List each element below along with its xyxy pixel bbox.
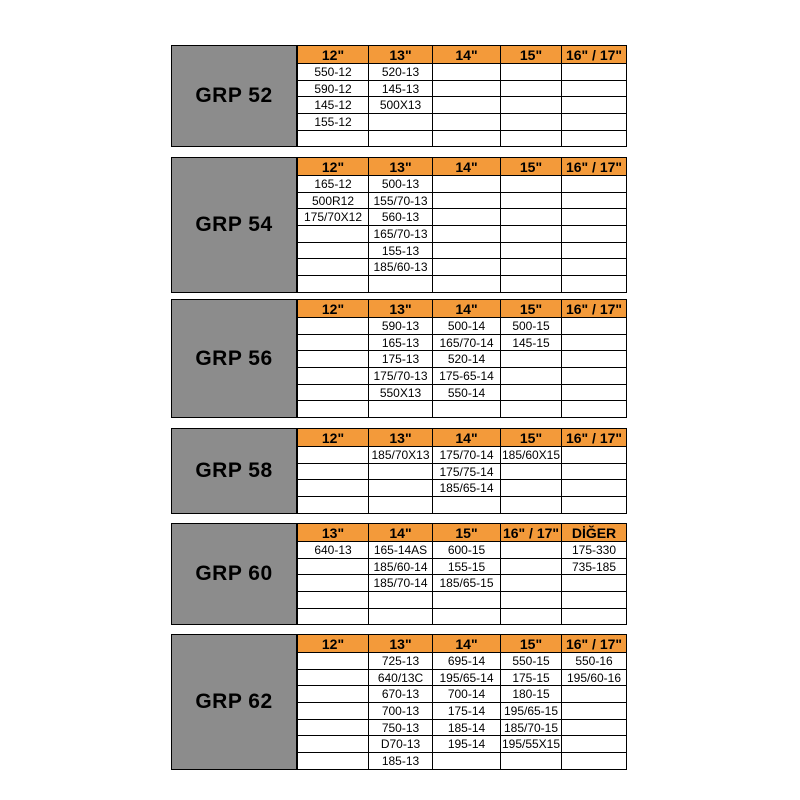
header-row <box>298 46 627 64</box>
table-row <box>298 592 627 609</box>
size-cell <box>562 703 627 720</box>
table-row <box>298 669 627 686</box>
size-cell: 195/65-14 <box>433 669 501 686</box>
size-cell <box>433 753 501 770</box>
size-cell <box>433 97 501 114</box>
column-header: 13" <box>369 429 433 447</box>
table-row <box>298 176 627 193</box>
size-cell: 155/70-13 <box>369 192 433 209</box>
table-row <box>298 608 627 625</box>
table-row <box>298 497 627 514</box>
table-row <box>298 463 627 480</box>
table-row <box>298 242 627 259</box>
size-cell: 185/70-14 <box>369 575 433 592</box>
size-cell: 185/65-15 <box>433 575 501 592</box>
size-cell <box>562 176 627 193</box>
size-cell: 195-14 <box>433 736 501 753</box>
size-cell <box>298 463 369 480</box>
size-cell: 550-14 <box>433 384 501 401</box>
size-cell <box>369 130 433 147</box>
size-cell <box>298 384 369 401</box>
group-label: GRP 52 <box>171 45 297 147</box>
size-cell: 640-13 <box>298 542 369 559</box>
size-cell <box>501 463 562 480</box>
size-cell <box>501 575 562 592</box>
size-table <box>297 523 627 625</box>
size-cell <box>369 276 433 293</box>
column-header: 14" <box>433 635 501 653</box>
column-header: 12" <box>298 635 369 653</box>
size-cell <box>433 130 501 147</box>
column-header: 14" <box>433 300 501 318</box>
column-header: 16" / 17" <box>562 635 627 653</box>
size-cell <box>562 608 627 625</box>
column-header: 15" <box>501 158 562 176</box>
size-cell <box>369 401 433 418</box>
column-header: 12" <box>298 46 369 64</box>
size-table <box>297 428 627 514</box>
size-cell <box>562 480 627 497</box>
size-cell: 145-12 <box>298 97 369 114</box>
size-cell <box>298 703 369 720</box>
size-cell <box>433 608 501 625</box>
column-header: 12" <box>298 158 369 176</box>
column-header: 13" <box>369 158 433 176</box>
size-cell <box>298 401 369 418</box>
size-cell <box>501 64 562 81</box>
size-cell: 725-13 <box>369 653 433 670</box>
header-row <box>298 635 627 653</box>
size-cell <box>433 114 501 131</box>
size-cell <box>501 114 562 131</box>
size-cell: 700-14 <box>433 686 501 703</box>
size-cell: 180-15 <box>501 686 562 703</box>
size-cell: 185-14 <box>433 719 501 736</box>
size-cell <box>501 209 562 226</box>
column-header: 13" <box>369 635 433 653</box>
size-cell <box>433 192 501 209</box>
size-cell <box>369 497 433 514</box>
table-row <box>298 384 627 401</box>
size-cell: 500X13 <box>369 97 433 114</box>
table-row <box>298 226 627 243</box>
size-cell: 165-12 <box>298 176 369 193</box>
table-row <box>298 259 627 276</box>
table-row <box>298 276 627 293</box>
size-cell <box>433 209 501 226</box>
size-cell: 550X13 <box>369 384 433 401</box>
size-cell: 165/70-13 <box>369 226 433 243</box>
size-cell: 185/65-14 <box>433 480 501 497</box>
size-cell <box>501 130 562 147</box>
size-cell <box>369 463 433 480</box>
size-cell <box>562 719 627 736</box>
size-cell <box>562 259 627 276</box>
size-cell <box>562 192 627 209</box>
size-cell <box>433 259 501 276</box>
size-cell <box>562 64 627 81</box>
size-cell <box>501 176 562 193</box>
size-cell <box>562 575 627 592</box>
size-cell: 520-13 <box>369 64 433 81</box>
size-cell <box>501 97 562 114</box>
header-row <box>298 158 627 176</box>
size-cell: 185/60-14 <box>369 558 433 575</box>
size-cell <box>298 753 369 770</box>
size-cell <box>501 401 562 418</box>
header-row <box>298 300 627 318</box>
size-table <box>297 299 627 418</box>
size-cell: 165-13 <box>369 334 433 351</box>
size-cell: 550-16 <box>562 653 627 670</box>
table-row <box>298 736 627 753</box>
table-row <box>298 575 627 592</box>
size-cell <box>501 192 562 209</box>
size-cell <box>501 276 562 293</box>
size-cell <box>501 497 562 514</box>
size-cell: 185/70X13 <box>369 447 433 464</box>
table-row <box>298 334 627 351</box>
table-row <box>298 351 627 368</box>
column-header: 14" <box>433 429 501 447</box>
size-cell <box>298 130 369 147</box>
size-cell <box>298 608 369 625</box>
table-row <box>298 719 627 736</box>
table-row <box>298 114 627 131</box>
column-header: DİĞER <box>562 524 627 542</box>
size-cell: 155-15 <box>433 558 501 575</box>
column-header: 13" <box>369 46 433 64</box>
size-cell <box>298 653 369 670</box>
size-cell <box>298 318 369 335</box>
size-cell <box>298 259 369 276</box>
column-header: 13" <box>298 524 369 542</box>
size-cell: D70-13 <box>369 736 433 753</box>
size-cell <box>298 719 369 736</box>
size-cell: 695-14 <box>433 653 501 670</box>
size-cell <box>298 368 369 385</box>
size-cell <box>433 226 501 243</box>
size-cell: 175/70-13 <box>369 368 433 385</box>
size-cell: 185/70-15 <box>501 719 562 736</box>
size-table <box>297 45 627 147</box>
size-cell: 145-15 <box>501 334 562 351</box>
size-cell <box>298 736 369 753</box>
size-cell <box>562 351 627 368</box>
size-cell <box>501 592 562 609</box>
size-cell <box>562 384 627 401</box>
size-cell: 175/75-14 <box>433 463 501 480</box>
size-cell <box>369 114 433 131</box>
header-row <box>298 429 627 447</box>
column-header: 14" <box>433 46 501 64</box>
size-cell <box>562 463 627 480</box>
group-label: GRP 60 <box>171 523 297 625</box>
column-header: 15" <box>501 46 562 64</box>
size-cell <box>562 209 627 226</box>
size-cell: 155-13 <box>369 242 433 259</box>
size-cell <box>298 334 369 351</box>
group-label: GRP 56 <box>171 299 297 418</box>
size-cell <box>433 242 501 259</box>
table-row <box>298 97 627 114</box>
size-cell <box>501 480 562 497</box>
size-cell <box>562 368 627 385</box>
column-header: 16" / 17" <box>501 524 562 542</box>
size-cell: 195/60-16 <box>562 669 627 686</box>
size-cell <box>562 686 627 703</box>
size-cell: 750-13 <box>369 719 433 736</box>
size-cell <box>298 575 369 592</box>
size-cell: 590-12 <box>298 80 369 97</box>
size-cell <box>562 753 627 770</box>
size-cell <box>298 497 369 514</box>
size-cell <box>298 351 369 368</box>
table-row <box>298 130 627 147</box>
size-cell <box>562 334 627 351</box>
size-cell: 500-14 <box>433 318 501 335</box>
size-cell: 195/65-15 <box>501 703 562 720</box>
size-cell <box>562 736 627 753</box>
size-cell <box>501 384 562 401</box>
table-row <box>298 753 627 770</box>
size-cell <box>562 276 627 293</box>
size-cell <box>298 226 369 243</box>
column-header: 16" / 17" <box>562 300 627 318</box>
size-cell <box>433 176 501 193</box>
size-cell: 175-14 <box>433 703 501 720</box>
size-cell <box>298 558 369 575</box>
column-header: 15" <box>501 635 562 653</box>
size-table <box>297 157 627 293</box>
size-cell <box>298 669 369 686</box>
size-cell: 195/55X15 <box>501 737 561 752</box>
size-cell <box>562 592 627 609</box>
size-cell: 175/70-14 <box>433 447 501 464</box>
size-cell: 520-14 <box>433 351 501 368</box>
size-cell <box>369 608 433 625</box>
size-cell <box>298 447 369 464</box>
column-header: 12" <box>298 429 369 447</box>
size-cell <box>501 558 562 575</box>
size-cell: 735-185 <box>562 558 627 575</box>
size-cell <box>501 351 562 368</box>
size-cell <box>298 592 369 609</box>
column-header: 15" <box>433 524 501 542</box>
size-cell <box>433 276 501 293</box>
size-cell: 600-15 <box>433 542 501 559</box>
size-cell <box>562 97 627 114</box>
size-cell: 185/60X15 <box>501 447 561 462</box>
size-cell: 590-13 <box>369 318 433 335</box>
size-cell <box>562 242 627 259</box>
column-header: 15" <box>501 300 562 318</box>
size-cell: 500R12 <box>298 192 369 209</box>
size-cell <box>562 80 627 97</box>
size-cell <box>562 226 627 243</box>
size-cell: 165-14AS <box>369 542 433 559</box>
size-cell: 700-13 <box>369 703 433 720</box>
size-cell <box>501 368 562 385</box>
size-cell <box>501 80 562 97</box>
size-cell: 155-12 <box>298 114 369 131</box>
table-row <box>298 558 627 575</box>
table-row <box>298 480 627 497</box>
size-cell <box>369 592 433 609</box>
table-row <box>298 703 627 720</box>
size-cell <box>433 497 501 514</box>
size-cell: 175-65-14 <box>433 368 501 385</box>
table-row <box>298 542 627 559</box>
size-cell <box>433 401 501 418</box>
size-cell: 165/70-14 <box>433 334 501 351</box>
size-cell: 185/60-13 <box>369 259 433 276</box>
column-header: 14" <box>369 524 433 542</box>
group-label: GRP 62 <box>171 634 297 770</box>
size-cell <box>298 242 369 259</box>
size-cell: 175-330 <box>562 542 627 559</box>
table-row <box>298 192 627 209</box>
size-cell <box>501 242 562 259</box>
column-header: 16" / 17" <box>562 46 627 64</box>
size-cell <box>298 480 369 497</box>
table-row <box>298 447 627 464</box>
size-cell <box>501 608 562 625</box>
size-cell <box>433 64 501 81</box>
size-cell: 175/70X12 <box>298 209 369 226</box>
group-label: GRP 54 <box>171 157 297 293</box>
size-cell <box>501 226 562 243</box>
column-header: 16" / 17" <box>562 158 627 176</box>
size-cell: 500-15 <box>501 318 562 335</box>
table-row <box>298 401 627 418</box>
size-cell <box>562 318 627 335</box>
size-cell: 640/13C <box>369 669 433 686</box>
size-cell <box>562 130 627 147</box>
size-cell <box>501 259 562 276</box>
size-cell: 550-15 <box>501 653 562 670</box>
size-cell <box>501 753 562 770</box>
size-cell <box>433 592 501 609</box>
column-header: 12" <box>298 300 369 318</box>
table-row <box>298 653 627 670</box>
column-header: 13" <box>369 300 433 318</box>
column-header: 16" / 17" <box>562 429 627 447</box>
size-table <box>297 634 627 770</box>
table-row <box>298 686 627 703</box>
size-cell <box>562 497 627 514</box>
size-cell <box>369 480 433 497</box>
size-cell: 550-12 <box>298 64 369 81</box>
size-cell <box>298 686 369 703</box>
size-cell <box>433 80 501 97</box>
size-cell <box>298 276 369 293</box>
size-cell: 175-15 <box>501 669 562 686</box>
table-row <box>298 64 627 81</box>
size-cell <box>562 114 627 131</box>
size-cell: 670-13 <box>369 686 433 703</box>
table-row <box>298 209 627 226</box>
header-row <box>298 524 627 542</box>
size-cell: 560-13 <box>369 209 433 226</box>
table-row <box>298 368 627 385</box>
size-cell: 500-13 <box>369 176 433 193</box>
column-header: 14" <box>433 158 501 176</box>
table-row <box>298 80 627 97</box>
group-label: GRP 58 <box>171 428 297 514</box>
size-cell <box>562 447 627 464</box>
size-cell: 145-13 <box>369 80 433 97</box>
size-cell <box>562 401 627 418</box>
size-cell: 175-13 <box>369 351 433 368</box>
size-cell: 185-13 <box>369 753 433 770</box>
table-row <box>298 318 627 335</box>
column-header: 15" <box>501 429 562 447</box>
size-cell <box>501 542 562 559</box>
